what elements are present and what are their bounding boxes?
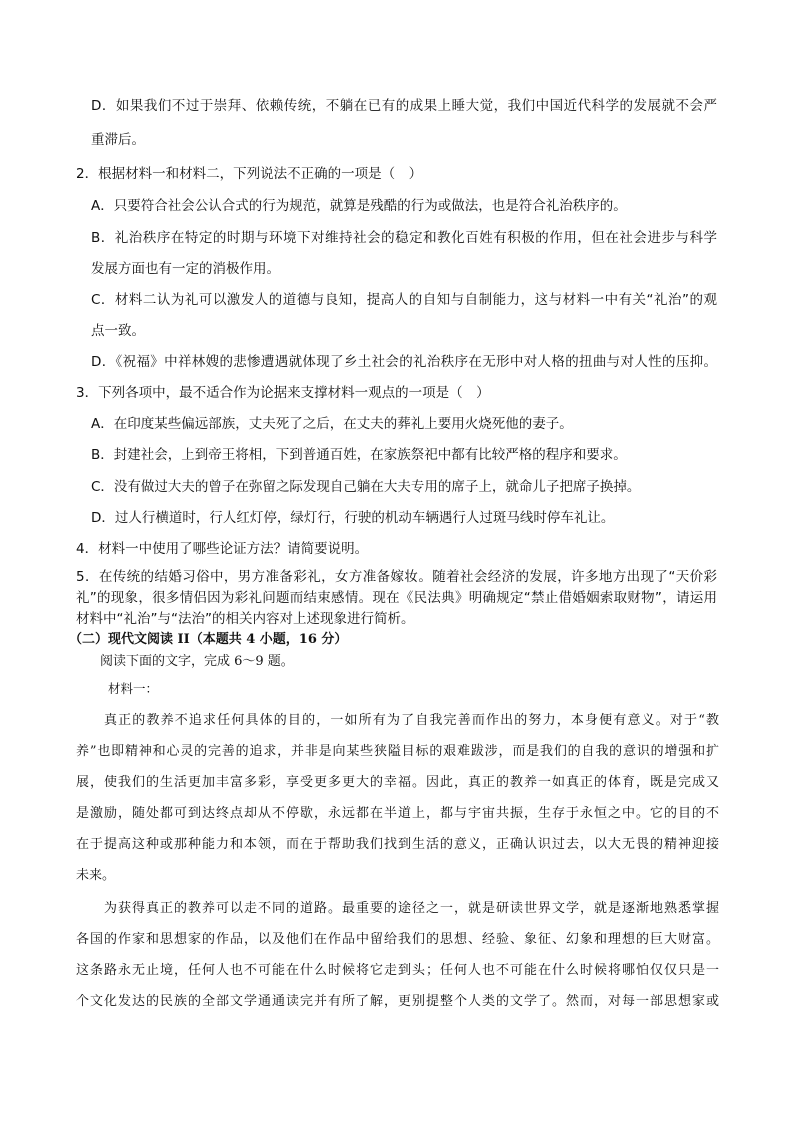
question-3-option-a: A．在印度某些偏远部族，丈夫死了之后，在丈夫的葬礼上要用火烧死他的妻子。 bbox=[91, 416, 573, 432]
question-3-option-b: B．封建社会，上到帝王将相，下到普通百姓，在家族祭祀中都有比较严格的程序和要求。 bbox=[91, 447, 627, 463]
question-2-stem: 2．根据材料一和材料二，下列说法不正确的一项是（ ） bbox=[76, 166, 423, 182]
question-3-option-c: C．没有做过大夫的曾子在弥留之际发现自己躺在大夫专用的席子上，就命儿子把席子换掉。 bbox=[91, 479, 641, 495]
question-5-line3: 材料中“礼治”与“法治”的相关内容对上述现象进行简析。 bbox=[76, 611, 415, 627]
reading-instruction: 阅读下面的文字，完成 6～9 题。 bbox=[100, 654, 294, 669]
section-heading: （二）现代文阅读 II（本题共 4 小题，16 分） bbox=[69, 632, 348, 647]
passage-line: 个文化发达的民族的全部文学通通读完并有所了解，更别提整个人类的文学了。然而，对每一部思想家或 bbox=[76, 994, 719, 1009]
prev-option-d-line1: D．如果我们不过于崇拜、依赖传统，不躺在已有的成果上睡大觉，我们中国近代科学的发展就不会严 bbox=[91, 98, 717, 114]
passage-line: 这条路永无止境，任何人也不可能在什么时候将它走到头；任何人也不可能在什么时候将哪怕仅仅只是一 bbox=[76, 963, 719, 978]
question-2-option-c-line1: C．材料二认为礼可以激发人的道德与良知，提高人的自知与自制能力，这与材料一中有关“礼治”的观 bbox=[91, 292, 717, 308]
passage-line: 未来。 bbox=[76, 868, 116, 883]
passage-line: 为获得真正的教养可以走不同的道路。最重要的途径之一，就是研读世界文学，就是逐渐地熟悉掌握 bbox=[104, 901, 719, 916]
passage-line: 展，使我们的生活更加丰富多彩，享受更多更大的幸福。因此，真正的教养一如真正的体育，既是完成又 bbox=[76, 775, 719, 790]
passage-line: 真正的教养不追求任何具体的目的，一如所有为了自我完善而作出的努力，本身便有意义。对于“教 bbox=[104, 713, 719, 728]
question-5-line1: 5．在传统的结婚习俗中，男方准备彩礼，女方准备嫁妆。随着社会经济的发展，许多地方出现了“天价彩 bbox=[76, 569, 717, 585]
material-label: 材料一： bbox=[108, 681, 159, 696]
question-2-option-b-line1: B．礼治秩序在特定的时期与环境下对维持社会的稳定和教化百姓有积极的作用，但在社会进步与科学 bbox=[91, 230, 717, 246]
question-2-option-a: A．只要符合社会公认合式的行为规范，就算是残酷的行为或做法，也是符合礼治秩序的。 bbox=[91, 198, 627, 214]
question-2-option-d: D．《祝福》中祥林嫂的悲惨遭遇就体现了乡土社会的礼治秩序在无形中对人格的扭曲与对人性的压抑。 bbox=[91, 354, 717, 370]
passage-line: 是激励，随处都可到达终点却从不停歇，永远都在半道上，都与宇宙共振，生存于永恒之中。它的目的不 bbox=[76, 806, 719, 821]
question-3-option-d: D．过人行横道时，行人红灯停，绿灯行，行驶的机动车辆遇行人过斑马线时停车礼让。 bbox=[91, 510, 615, 526]
question-2-option-b-line2: 发展方面也有一定的消极作用。 bbox=[91, 261, 280, 277]
question-2-option-c-line2: 点一致。 bbox=[91, 323, 145, 339]
passage-line: 在于提高这种或那种能力和本领，而在于帮助我们找到生活的意义，正确认识过去，以大无畏的精神迎接 bbox=[76, 837, 719, 852]
question-5-line2: 礼”的现象，很多情侣因为彩礼问题而结束感情。现在《民法典》明确规定“禁止借婚姻索取财物”，请运用 bbox=[76, 590, 717, 606]
passage-line: 养”也即精神和心灵的完善的追求，并非是向某些狭隘目标的艰难跋涉，而是我们的自我的意识的增强和扩 bbox=[76, 744, 719, 759]
passage-line: 各国的作家和思想家的作品，以及他们在作品中留给我们的思想、经验、象征、幻象和理想的巨大财富。 bbox=[76, 932, 719, 947]
prev-option-d-line2: 重滞后。 bbox=[91, 132, 145, 148]
question-3-stem: 3．下列各项中，最不适合作为论据来支撑材料一观点的一项是（ ） bbox=[76, 385, 490, 401]
question-4-stem: 4．材料一中使用了哪些论证方法？请简要说明。 bbox=[76, 541, 369, 557]
